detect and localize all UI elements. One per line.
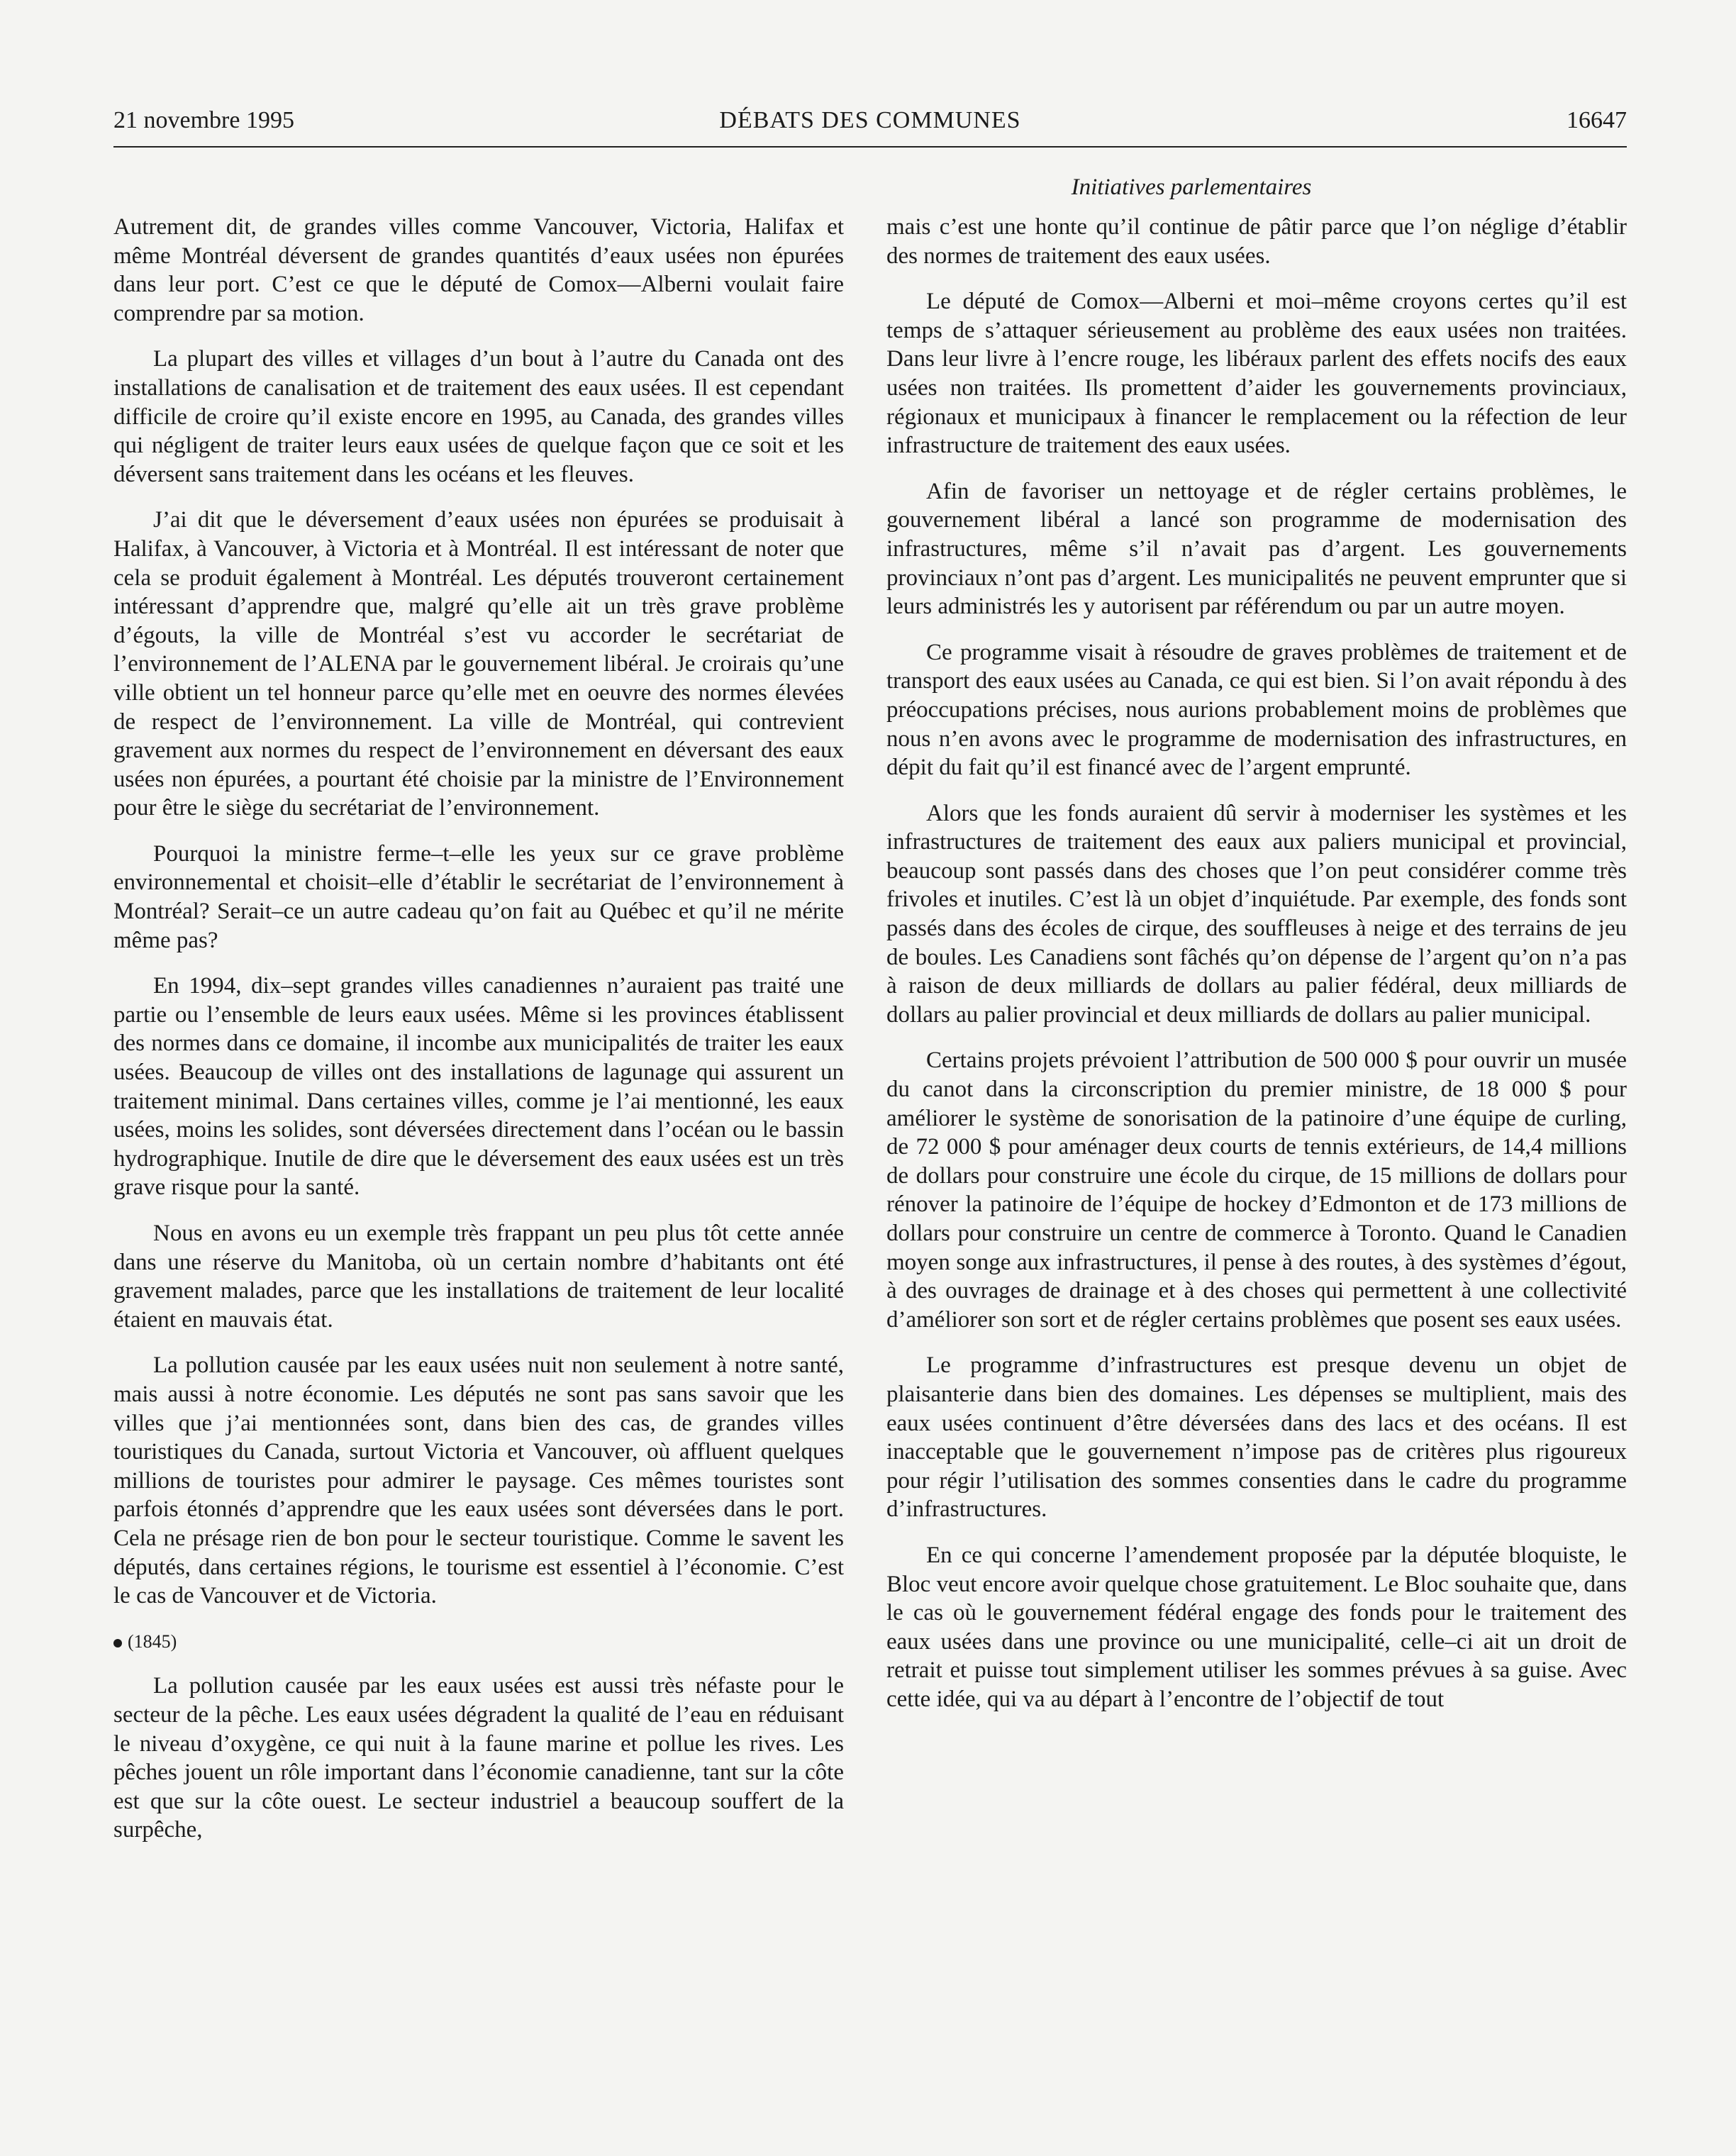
header-date: 21 novembre 1995 [113,107,294,133]
section-title: Initiatives parlementaires [1071,174,1312,200]
paragraph: Le député de Comox—Alberni et moi–même croyons certes qu’il est temps de s’attaquer sérieusement au problème des eaux usées non traitées. Dans leur livre à l’encre rouge, les libéraux parlent des effets nocifs des eaux usées non traitées. Ils promettent d’aider les gouvernements provinciaux, régionaux et municipaux à financer le remplacement ou la réfection de leur infrastructure de traitement des eaux usées. [886,289,1627,459]
paragraph: Le programme d’infrastructures est presque devenu un objet de plaisanterie dans bien des domaines. Les dépenses se multiplient, mais des eaux usées continuent d’être déversées dans des lacs et des océans. Il est inacceptable que le gouvernement n’impose pas de critères plus rigoureux pour régir l’utilisation des sommes consenties dans le cadre du programme d’infrastructures. [886,1352,1627,1523]
paragraph: Pourquoi la ministre ferme–t–elle les yeux sur ce grave problème environnemental et choisit–elle d’établir le secrétariat de l’environnement à Montréal? Serait–ce un autre cadeau qu’on fait au Québec et qu’il ne mérite même pas? [113,840,844,953]
right-column [886,213,1627,1731]
paragraph: Alors que les fonds auraient dû servir à moderniser les systèmes et les infrastructures de traitement des eaux aux paliers municipal et provincial, beaucoup sont passés dans des choses que l’on peut considérer comme très frivoles et inutiles. C’est là un objet d’inquiétude. Par exemple, des fonds sont passés dans des écoles de cirque, des souffleuses à neige et des terrains de jeu de boules. Les Canadiens sont fâchés qu’on dépense de l’argent qu’on n’a pas à raison de deux milliards de dollars au palier fédéral, deux milliards de dollars au palier provincial et deux milliards de dollars au palier municipal. [886,800,1627,1028]
paragraph: La plupart des villes et villages d’un bout à l’autre du Canada ont des installations de canalisation et de traitement des eaux usées. Il est cependant difficile de croire qu’il existe encore en 1995, au Canada, des grandes villes qui négligent de traiter leurs eaux usées de quelque façon que ce soit et les déversent sans traitement dans les océans et les fleuves. [113,346,844,487]
paragraph: La pollution causée par les eaux usées nuit non seulement à notre santé, mais aussi à notre économie. Les députés ne sont pas sans savoir que les villes que j’ai mentionnées sont, dans bien des cas, de grandes villes touristiques du Canada, surtout Victoria et Vancouver, où affluent quelques millions de touristes pour admirer le paysage. Ces mêmes touristes sont parfois étonnés d’apprendre que les eaux usées sont déversées dans le port. Cela ne présage rien de bon pour le secteur touristique. Comme le savent les députés, dans certaines régions, le tourisme est essentiel à l’économie. C’est le cas de Vancouver et de Victoria. [113,1352,844,1609]
bullet-icon [113,1639,122,1647]
paragraph: mais c’est une honte qu’il continue de pâtir parce que l’on néglige d’établir des normes de traitement des eaux usées. [886,214,1627,269]
page-header [113,99,1627,142]
header-page-number: 16647 [1567,107,1627,133]
time-marker [113,1628,844,1657]
paragraph: Autrement dit, de grandes villes comme Vancouver, Victoria, Halifax et même Montréal déversent de grandes quantités d’eaux usées non épurées dans leur port. C’est ce que le député de Comox—Alberni voulait faire comprendre par sa motion. [113,214,844,326]
paragraph: Afin de favoriser un nettoyage et de régler certains problèmes, le gouvernement libéral a lancé son programme de modernisation des infrastructures, même s’il n’avait pas d’argent. Les gouvernements provinciaux n’ont pas d’argent. Les municipalités ne peuvent emprunter que si leurs administrés les y autorisent par référendum ou par un autre moyen. [886,478,1627,620]
paragraph: Ce programme visait à résoudre de graves problèmes de traitement et de transport des eaux usées au Canada, ce qui est bien. Si l’on avait répondu à des préoccupations précises, nous aurions probablement moins de problèmes que nous n’en avons avec le programme de modernisation des infrastructures, en dépit du fait qu’il est financé avec de l’argent emprunté. [886,639,1627,781]
paragraph: Certains projets prévoient l’attribution de 500 000 $ pour ouvrir un musée du canot dans la circonscription du premier ministre, de 18 000 $ pour améliorer le système de sonorisation de la patinoire d’une équipe de curling, de 72 000 $ pour aménager deux courts de tennis extérieurs, de 14,4 millions de dollars pour construire une école du cirque, de 15 millions de dollars pour rénover la patinoire de l’équipe de hockey d’Edmonton et de 173 millions de dollars pour construire un centre de commerce à Toronto. Quand le Canadien moyen songe aux infrastructures, il pense à des routes, à des systèmes d’égout, à des ouvrages de drainage et à des choses qui permettent à une collectivité d’améliorer son sort et de régler certains problèmes que posent ses eaux usées. [886,1048,1627,1333]
paragraph: En 1994, dix–sept grandes villes canadiennes n’auraient pas traité une partie ou l’ensemble de leurs eaux usées. Même si les provinces établissent des normes dans ce domaine, il incombe aux municipalités de traiter les eaux usées. Beaucoup de villes ont des installations de lagunage qui assurent un traitement minimal. Dans certaines villes, comme je l’ai mentionné, les eaux usées, moins les solides, sont déversées directement dans l’océan ou le bassin hydrographique. Inutile de dire que le déversement des eaux usées est un très grave risque pour la santé. [113,973,844,1201]
left-column [113,213,844,1862]
paragraph: Nous en avons eu un exemple très frappant un peu plus tôt cette année dans une réserve du Manitoba, où un certain nombre d’habitants ont été gravement malades, parce que les installations de traitement de leur localité étaient en mauvais état. [113,1221,844,1333]
paragraph: La pollution causée par les eaux usées est aussi très néfaste pour le secteur de la pêche. Les eaux usées dégradent la qualité de l’eau en réduisant le niveau d’oxygène, ce qui nuit à la faune marine et pollue les rives. Les pêches jouent un rôle important dans l’économie canadienne, tant sur la côte est que sur la côte ouest. Le secteur industriel a beaucoup souffert de la surpêche, [113,1673,844,1843]
header-title: DÉBATS DES COMMUNES [719,107,1021,133]
paragraph: J’ai dit que le déversement d’eaux usées non épurées se produisait à Halifax, à Vancouver, à Victoria et à Montréal. Il est intéressant de noter que cela se produit également à Montréal. Les députés trouveront certainement intéressant d’apprendre que, malgré qu’elle ait un très grave problème d’égouts, la ville de Montréal s’est vu accorder le secrétariat de l’environnement de l’ALENA par le gouvernement libéral. Je croirais qu’une ville obtient un tel honneur parce qu’elle met en oeuvre des normes élevées de respect de l’environnement. La ville de Montréal, qui contrevient gravement aux normes du respect de l’environnement en déversant des eaux usées non épurées, a pourtant été choisie par la ministre de l’Environnement pour être le siège du secrétariat de l’environnement. [113,507,844,821]
header-rule [113,146,1627,148]
document-page [113,99,1627,2128]
time-marker-text: (1845) [128,1630,177,1652]
paragraph: En ce qui concerne l’amendement proposée par la députée bloquiste, le Bloc veut encore avoir quelque chose gratuitement. Le Bloc souhaite que, dans le cas où le gouvernement fédéral engage des fonds pour le traitement des eaux usées dans une province ou une municipalité, celle–ci ait un droit de retrait et puisse tout simplement utiliser les sommes prévues à sa guise. Avec cette idée, qui va au départ à l’encontre de l’objectif de tout [886,1542,1627,1712]
